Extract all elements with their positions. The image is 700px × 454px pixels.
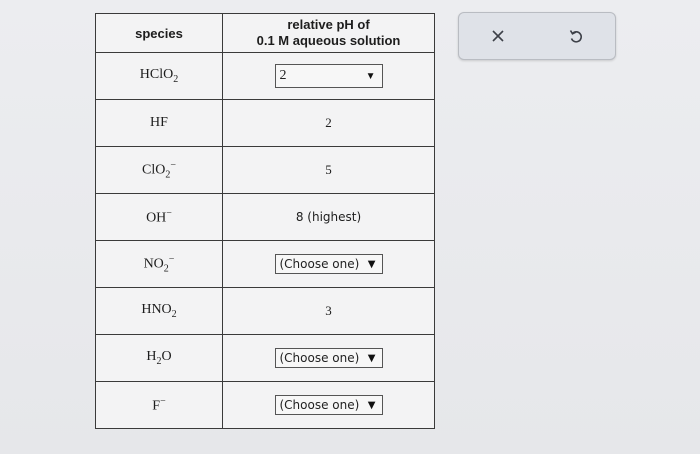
species-subscript: 2 bbox=[173, 73, 179, 85]
chevron-down-icon: ▼ bbox=[367, 399, 376, 411]
ph-cell bbox=[223, 241, 435, 288]
answer-toolbar bbox=[458, 12, 616, 60]
undo-icon bbox=[568, 28, 584, 44]
species-formula: HF bbox=[150, 115, 168, 130]
ph-header-line1: relative pH of bbox=[287, 17, 370, 32]
dropdown-value: (Choose one) bbox=[279, 257, 360, 271]
chevron-down-icon: ▼ bbox=[365, 70, 376, 82]
species-cell bbox=[96, 382, 223, 429]
ph-header-line2: 0.1 M aqueous solution bbox=[256, 33, 401, 48]
species-formula: HNO bbox=[141, 302, 172, 318]
ph-dropdown[interactable] bbox=[275, 254, 383, 274]
table-row bbox=[96, 382, 435, 429]
table-row bbox=[96, 53, 435, 100]
species-formula: ClO bbox=[142, 162, 166, 178]
chevron-down-icon: ▼ bbox=[367, 352, 376, 364]
species-formula: HClO bbox=[139, 67, 174, 83]
table-row bbox=[96, 147, 435, 194]
ph-value: 8 (highest) bbox=[295, 210, 362, 224]
species-subscript: 2 bbox=[165, 169, 171, 181]
species-subscript: 2 bbox=[163, 263, 169, 275]
ph-cell bbox=[223, 100, 435, 147]
ph-table bbox=[95, 13, 435, 429]
species-cell bbox=[96, 147, 223, 194]
table-row bbox=[96, 194, 435, 241]
ph-value: 3 bbox=[325, 303, 332, 318]
species-cell bbox=[96, 53, 223, 100]
table-row bbox=[96, 241, 435, 288]
ph-cell bbox=[223, 288, 435, 335]
close-button[interactable] bbox=[482, 20, 514, 52]
ph-dropdown[interactable] bbox=[275, 64, 383, 88]
species-charge: − bbox=[160, 395, 166, 407]
ph-dropdown[interactable] bbox=[275, 348, 383, 368]
species-cell bbox=[96, 100, 223, 147]
species-charge: − bbox=[170, 159, 176, 171]
ph-dropdown[interactable] bbox=[275, 395, 383, 415]
ph-cell bbox=[223, 53, 435, 100]
ph-cell bbox=[223, 335, 435, 382]
table-row bbox=[96, 335, 435, 382]
species-subscript: 2 bbox=[171, 308, 177, 320]
dropdown-value: (Choose one) bbox=[279, 398, 360, 412]
dropdown-value: (Choose one) bbox=[279, 351, 360, 365]
ph-value: 5 bbox=[325, 162, 332, 177]
species-formula: OH bbox=[146, 210, 167, 226]
table-body bbox=[96, 53, 435, 429]
species-cell bbox=[96, 335, 223, 382]
table-row bbox=[96, 100, 435, 147]
species-header-label: species bbox=[135, 25, 183, 41]
ph-value: 2 bbox=[325, 115, 332, 130]
species-formula: H bbox=[146, 349, 157, 365]
species-charge: − bbox=[168, 253, 175, 265]
chevron-down-icon: ▼ bbox=[367, 258, 376, 270]
species-charge: − bbox=[166, 207, 172, 219]
species-cell bbox=[96, 194, 223, 241]
table-header-row bbox=[96, 14, 435, 53]
dropdown-value: 2 bbox=[279, 68, 287, 83]
ph-cell bbox=[223, 382, 435, 429]
species-column-header bbox=[96, 14, 223, 53]
species-cell bbox=[96, 288, 223, 335]
undo-button[interactable] bbox=[560, 20, 592, 52]
species-formula-tail: O bbox=[161, 349, 172, 365]
species-formula: NO bbox=[143, 256, 164, 272]
ph-column-header bbox=[223, 14, 435, 53]
ph-cell bbox=[223, 194, 435, 241]
close-icon bbox=[491, 29, 505, 43]
species-formula: F bbox=[152, 398, 161, 414]
species-cell bbox=[96, 241, 223, 288]
table-row bbox=[96, 288, 435, 335]
species-subscript: 2 bbox=[156, 355, 162, 367]
ph-cell bbox=[223, 147, 435, 194]
